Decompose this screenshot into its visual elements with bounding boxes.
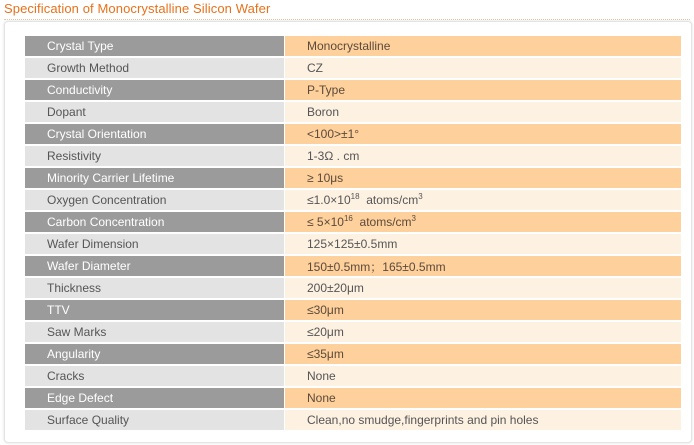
spec-value-text: ≤20μm [307, 325, 344, 339]
spec-label: Wafer Dimension [25, 234, 285, 254]
table-row [25, 256, 681, 276]
spec-value-text: 125×125±0.5mm [307, 237, 398, 251]
table-row [25, 190, 681, 210]
unit-exponent: 3 [411, 214, 416, 223]
spec-label: Oxygen Concentration [25, 190, 285, 210]
table-row [25, 146, 681, 166]
unit-text: atoms/cm [359, 193, 419, 207]
table-row [25, 388, 681, 408]
spec-value [285, 278, 681, 298]
spec-value-text: 150±0.5mm；165±0.5mm [307, 259, 446, 274]
exponent: 18 [350, 192, 360, 201]
exponent: 16 [343, 214, 353, 223]
spec-value [285, 256, 681, 276]
table-row [25, 58, 681, 78]
spec-value [285, 36, 681, 56]
spec-panel [4, 21, 692, 443]
spec-label: Edge Defect [25, 388, 285, 408]
spec-label: Saw Marks [25, 322, 285, 342]
spec-label: Wafer Diameter [25, 256, 285, 276]
spec-value-text: None [307, 391, 336, 405]
spec-value [285, 410, 681, 430]
table-row [25, 300, 681, 320]
spec-value [285, 388, 681, 408]
table-row [25, 278, 681, 298]
spec-value [285, 234, 681, 254]
spec-label: Resistivity [25, 146, 285, 166]
spec-value-text: ≤30μm [307, 303, 344, 317]
spec-value [285, 168, 681, 188]
spec-value [285, 58, 681, 78]
table-row [25, 366, 681, 386]
unit-text: atoms/cm [352, 215, 412, 229]
unit-exponent: 3 [418, 192, 423, 201]
table-row [25, 212, 681, 232]
spec-value-text: Clean,no smudge,fingerprints and pin holes [307, 413, 539, 427]
spec-value-text: ≤35μm [307, 347, 344, 361]
spec-value [285, 124, 681, 144]
spec-value-text: ≤ 5×10 [307, 215, 344, 229]
spec-value-text: ≥ 10μs [307, 171, 344, 185]
spec-label: Conductivity [25, 80, 285, 100]
spec-label: Surface Quality [25, 410, 285, 430]
table-row [25, 124, 681, 144]
spec-label: Thickness [25, 278, 285, 298]
spec-value-text: Boron [307, 105, 340, 119]
spec-value [285, 212, 681, 232]
table-row [25, 234, 681, 254]
spec-table [25, 34, 681, 432]
spec-label: Dopant [25, 102, 285, 122]
spec-label: Angularity [25, 344, 285, 364]
spec-value-text: P-Type [307, 83, 346, 97]
spec-value-text: CZ [307, 61, 323, 75]
spec-table-body [25, 36, 681, 430]
spec-value [285, 322, 681, 342]
table-row [25, 80, 681, 100]
spec-value-text: 1-3Ω . cm [307, 149, 360, 163]
spec-label: Minority Carrier Lifetime [25, 168, 285, 188]
spec-label: Cracks [25, 366, 285, 386]
spec-value-text: <100>±1° [307, 127, 360, 141]
spec-value [285, 146, 681, 166]
spec-value [285, 300, 681, 320]
table-row [25, 344, 681, 364]
spec-value [285, 102, 681, 122]
spec-label: Carbon Concentration [25, 212, 285, 232]
spec-value-text: Monocrystalline [307, 39, 391, 53]
title-divider [4, 19, 690, 20]
spec-value [285, 344, 681, 364]
spec-value-text: None [307, 369, 336, 383]
spec-value-text: ≤1.0×10 [307, 193, 351, 207]
spec-label: Crystal Type [25, 36, 285, 56]
spec-value [285, 80, 681, 100]
table-row [25, 102, 681, 122]
table-row [25, 168, 681, 188]
spec-value-text: 200±20μm [307, 281, 364, 295]
table-row [25, 36, 681, 56]
spec-label: Growth Method [25, 58, 285, 78]
table-row [25, 410, 681, 430]
page-title: Specification of Monocrystalline Silicon Wafer [4, 1, 271, 16]
table-row [25, 322, 681, 342]
spec-label: TTV [25, 300, 285, 320]
spec-label: Crystal Orientation [25, 124, 285, 144]
spec-value [285, 190, 681, 210]
spec-value [285, 366, 681, 386]
